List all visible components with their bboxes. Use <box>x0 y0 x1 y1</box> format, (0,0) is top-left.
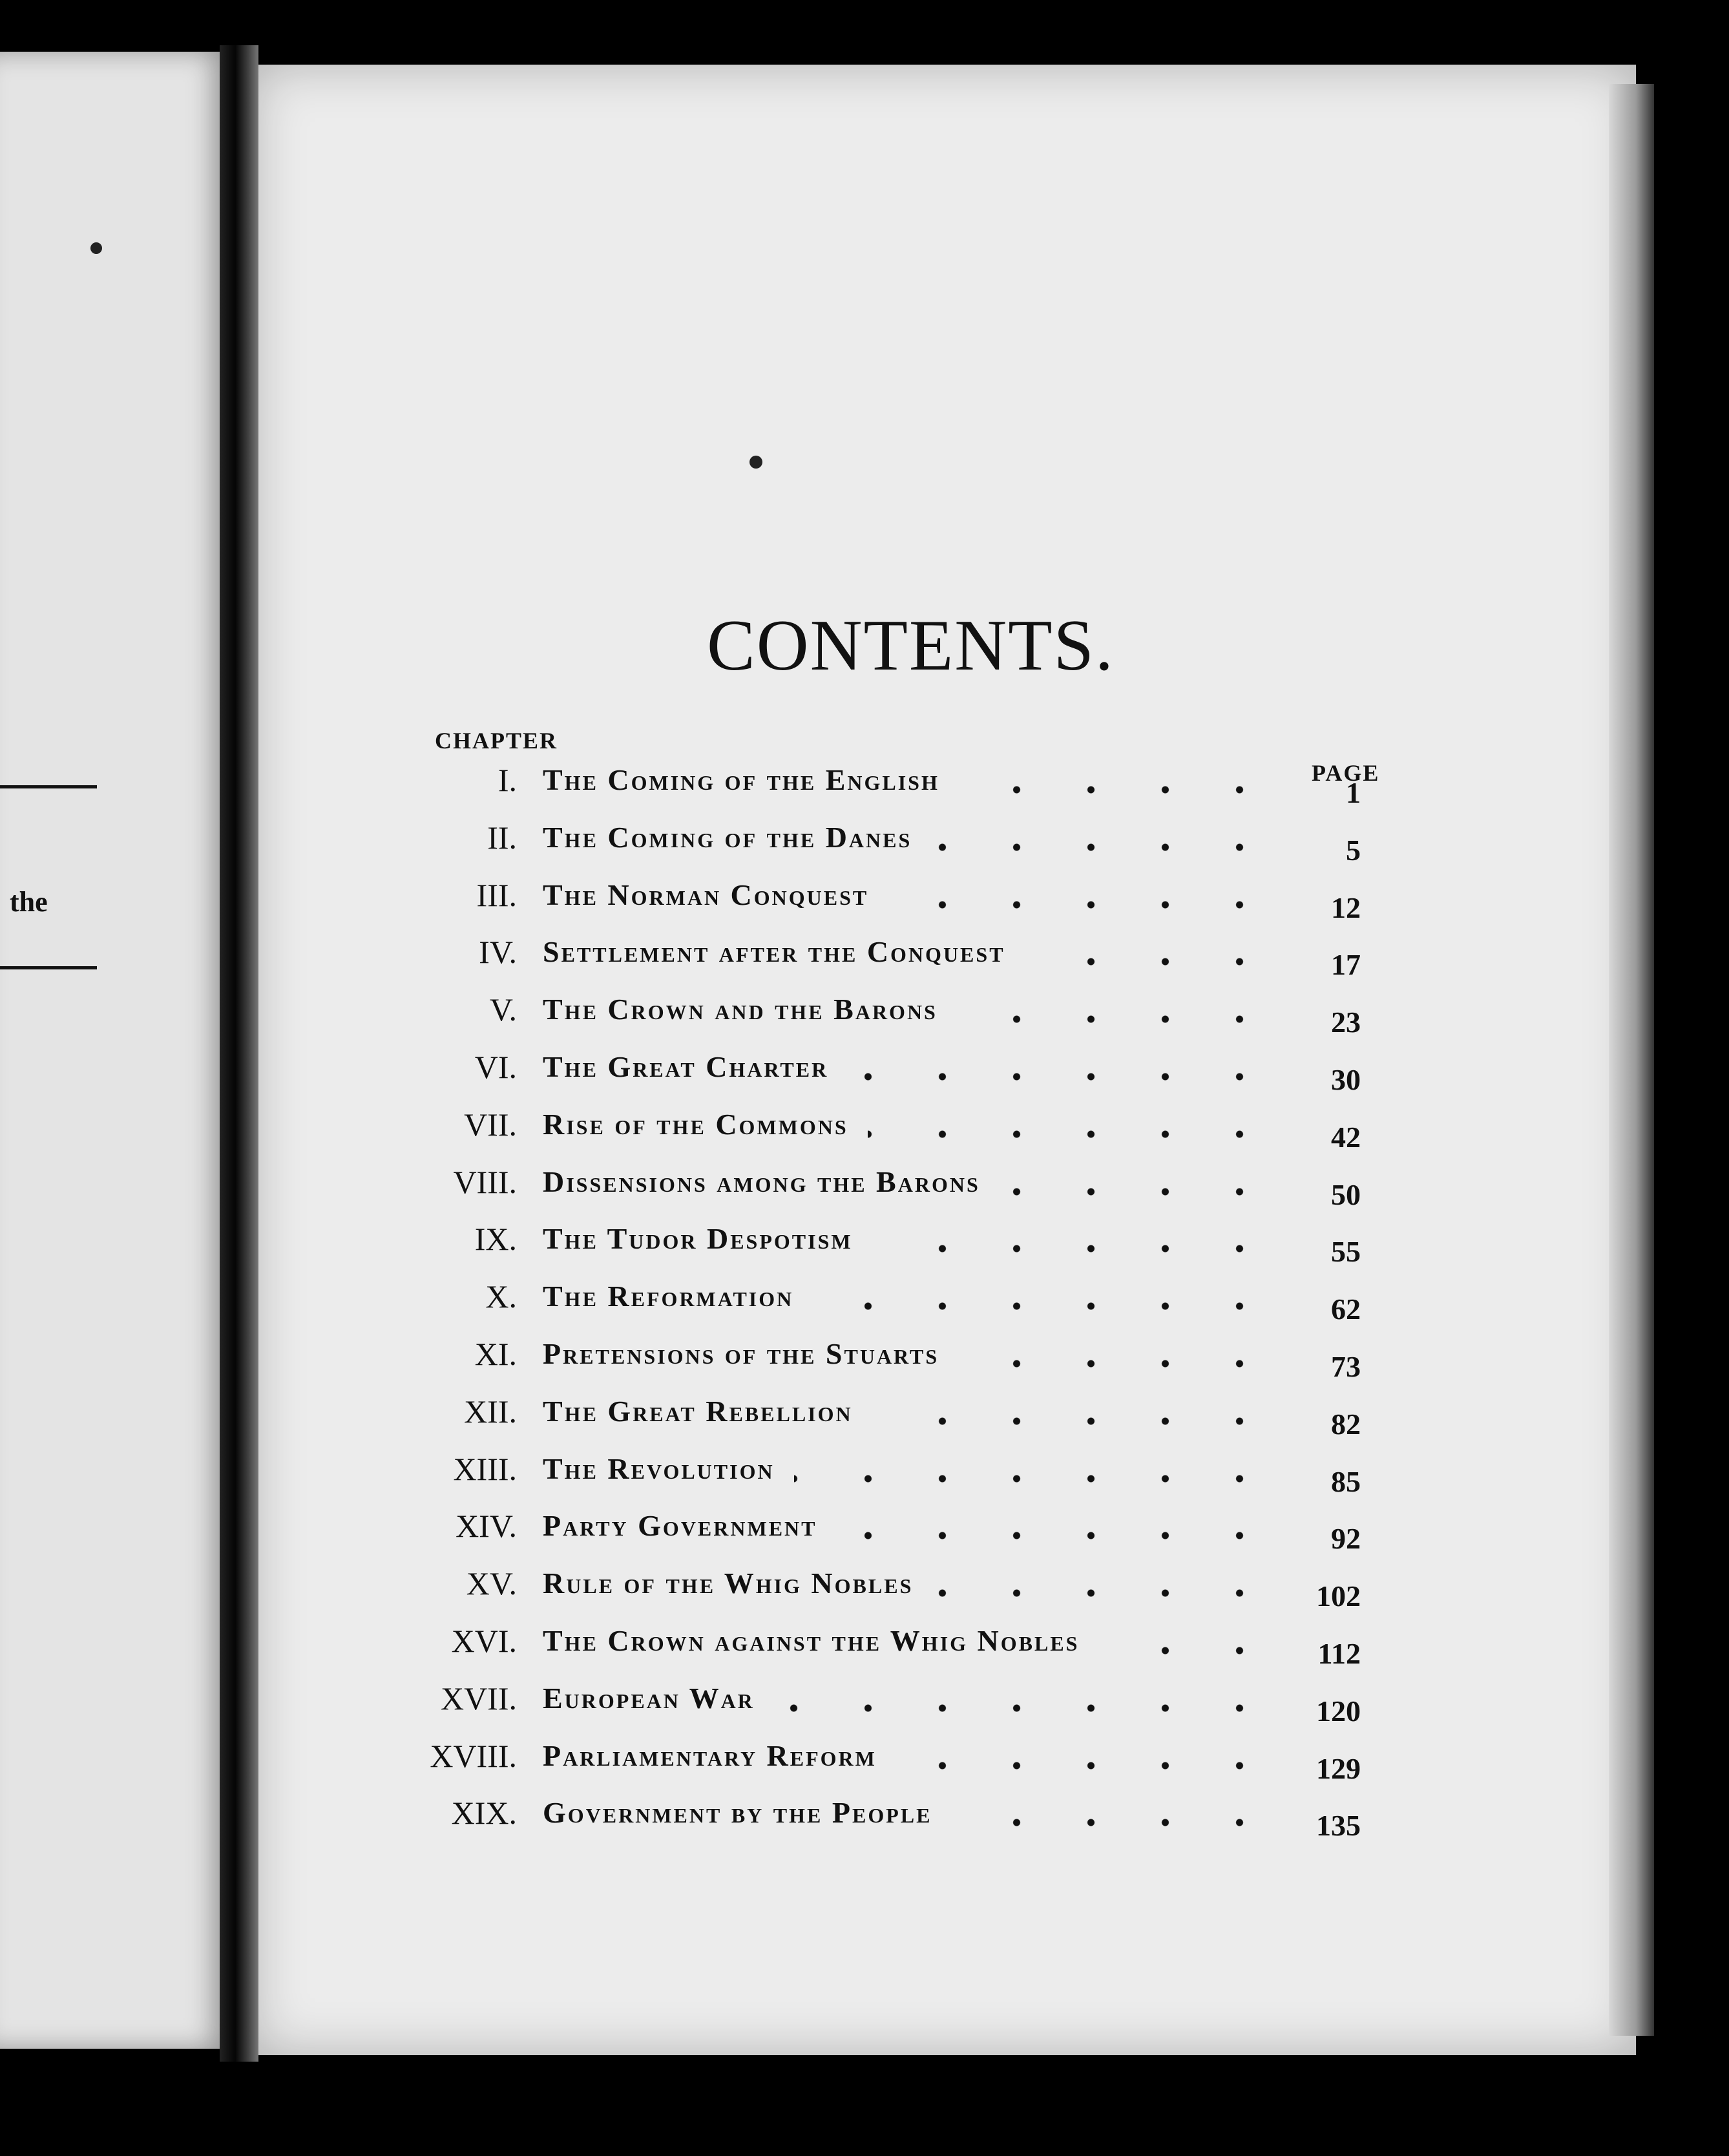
toc-entry <box>0 1450 1729 1507</box>
dot-leader <box>932 1587 1277 1600</box>
toc-entry <box>0 1794 1729 1851</box>
dot-leader <box>951 1816 1277 1829</box>
toc-entry <box>0 1393 1729 1450</box>
page-number: 5 <box>1346 833 1361 867</box>
chapter-numeral: V. <box>489 991 517 1028</box>
chapter-title: European War <box>543 1681 755 1715</box>
toc-entry <box>0 991 1729 1048</box>
page-number: 23 <box>1331 1006 1361 1039</box>
toc-entry <box>0 876 1729 933</box>
page-number: 120 <box>1316 1694 1361 1728</box>
chapter-numeral: X. <box>485 1278 517 1315</box>
toc-entry <box>0 1048 1729 1105</box>
chapter-column-label: CHAPTER <box>435 728 558 754</box>
page-number: 92 <box>1331 1522 1361 1556</box>
chapter-numeral: XII. <box>464 1393 517 1430</box>
dot-leader <box>794 1472 1277 1485</box>
dot-leader <box>888 898 1277 911</box>
chapter-title: The Crown against the Whig Nobles <box>543 1624 1080 1657</box>
dot-leader <box>813 1300 1277 1313</box>
toc-entry <box>0 1335 1729 1392</box>
chapter-title: The Coming of the Danes <box>543 820 912 854</box>
dot-leader <box>872 1242 1277 1255</box>
chapter-numeral: VI. <box>474 1049 517 1085</box>
chapter-numeral: XVIII. <box>430 1737 517 1774</box>
chapter-title: Party Government <box>543 1509 817 1543</box>
page-number: 55 <box>1331 1235 1361 1269</box>
dot-leader <box>896 1759 1277 1772</box>
chapter-title: Rise of the Commons <box>543 1107 848 1141</box>
dot-leader <box>837 1529 1277 1542</box>
chapter-numeral: XIV. <box>456 1508 517 1545</box>
page-number: 42 <box>1331 1120 1361 1154</box>
page-number: 12 <box>1331 891 1361 924</box>
chapter-numeral: XI. <box>474 1336 517 1372</box>
page-number: 62 <box>1331 1293 1361 1326</box>
chapter-title: Rule of the Whig Nobles <box>543 1567 914 1600</box>
toc-entry <box>0 1220 1729 1277</box>
toc-entry <box>0 1680 1729 1737</box>
chapter-title: Government by the People <box>543 1796 932 1830</box>
toc-entry <box>0 933 1729 990</box>
page-number: 1 <box>1346 776 1361 809</box>
dot-leader <box>1025 955 1277 968</box>
contents-heading: CONTENTS. <box>707 606 1115 686</box>
toc-entry <box>0 1737 1729 1794</box>
page-number: 102 <box>1316 1580 1361 1613</box>
toc-entry <box>0 1507 1729 1564</box>
chapter-numeral: XVI. <box>451 1623 517 1659</box>
dot-leader <box>958 1357 1277 1370</box>
chapter-numeral: XVII. <box>440 1680 517 1717</box>
chapter-numeral: III. <box>476 876 517 913</box>
left-page-text-fragment: the <box>10 886 48 918</box>
chapter-title: The Coming of the English <box>543 763 939 796</box>
page-number: 135 <box>1316 1809 1361 1843</box>
dot-leader <box>872 1415 1277 1428</box>
dot-leader <box>1098 1644 1277 1657</box>
dot-leader <box>959 783 1277 796</box>
page-number: 30 <box>1331 1063 1361 1096</box>
page-number: 129 <box>1316 1751 1361 1785</box>
page-number: 73 <box>1331 1350 1361 1383</box>
toc-entry <box>0 1106 1729 1163</box>
page-number: 50 <box>1331 1178 1361 1211</box>
chapter-numeral: IV. <box>479 934 517 971</box>
chapter-title: Settlement after the Conquest <box>543 935 1005 969</box>
dot-leader <box>848 1070 1277 1083</box>
page-number: 85 <box>1331 1464 1361 1498</box>
chapter-title: Parliamentary Reform <box>543 1739 877 1772</box>
chapter-title: Pretensions of the Stuarts <box>543 1337 939 1370</box>
chapter-title: The Tudor Despotism <box>543 1222 853 1256</box>
page-number: 82 <box>1331 1407 1361 1441</box>
dot-leader <box>1000 1185 1277 1198</box>
page-number: 112 <box>1317 1637 1361 1670</box>
toc-entry <box>0 1622 1729 1679</box>
toc-entry <box>0 1163 1729 1220</box>
chapter-numeral: XV. <box>466 1565 517 1602</box>
chapter-numeral: I. <box>498 762 517 798</box>
toc-entry <box>0 1565 1729 1622</box>
chapter-title: The Norman Conquest <box>543 878 869 911</box>
chapter-title: The Great Rebellion <box>543 1394 853 1428</box>
toc-entry <box>0 761 1729 818</box>
chapter-title: The Revolution <box>543 1452 775 1485</box>
chapter-numeral: XIX. <box>451 1795 517 1832</box>
dot-leader <box>931 841 1277 854</box>
chapter-title: The Reformation <box>543 1280 794 1313</box>
ink-spot <box>749 456 762 469</box>
chapter-title: The Great Charter <box>543 1050 829 1083</box>
ink-spot <box>90 242 102 254</box>
page-column-label: PAGE <box>1312 760 1380 786</box>
page-number: 17 <box>1331 948 1361 982</box>
chapter-numeral: VIII. <box>453 1163 517 1200</box>
dot-leader <box>957 1013 1277 1026</box>
dot-leader <box>774 1702 1277 1715</box>
dot-leader <box>868 1128 1277 1141</box>
chapter-numeral: VII. <box>464 1106 517 1143</box>
chapter-title: Dissensions among the Barons <box>543 1165 980 1198</box>
chapter-numeral: II. <box>487 819 517 856</box>
chapter-numeral: XIII. <box>453 1450 517 1487</box>
chapter-title: The Crown and the Barons <box>543 993 938 1026</box>
toc-entry <box>0 819 1729 876</box>
toc-entry <box>0 1278 1729 1335</box>
chapter-numeral: IX. <box>474 1221 517 1258</box>
